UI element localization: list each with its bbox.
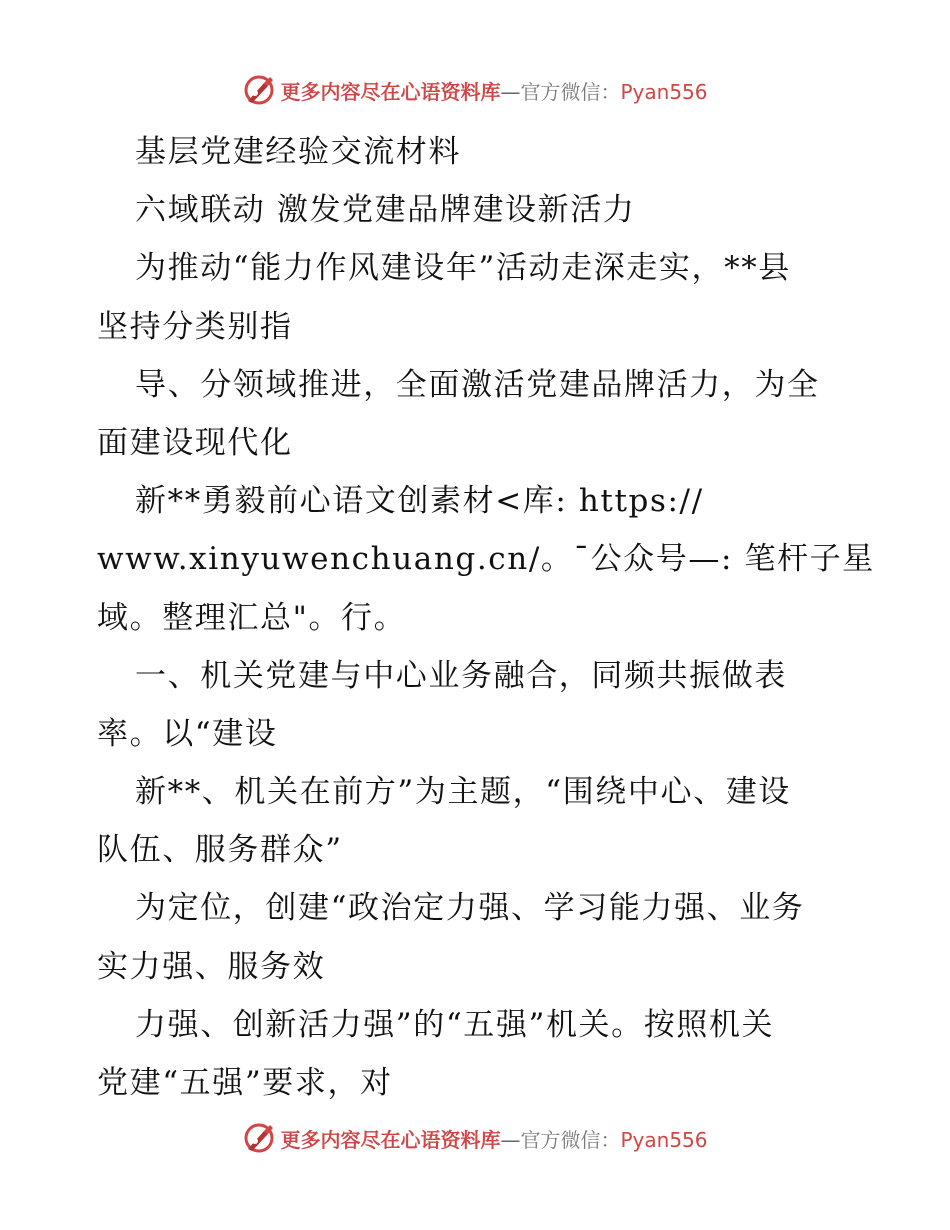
watermark-site-text: 更多内容尽在心语资料库	[280, 79, 501, 104]
doc-line: 新**、机关在前方”为主题，“围绕中心、建设	[135, 774, 791, 811]
doc-line: 面建设现代化	[97, 424, 293, 461]
doc-line: 导、分领域推进，全面激活党建品牌活力，为全	[135, 366, 820, 403]
doc-line: 力强、创新活力强”的“五强”机关。按照机关	[135, 1006, 775, 1043]
footer-watermark	[0, 1118, 950, 1158]
doc-line: 坚持分类别指	[97, 308, 293, 345]
watermark-wechat-id: Pyan556	[620, 1127, 708, 1152]
watermark-separator: —	[500, 79, 521, 104]
watermark-separator: —	[500, 1127, 521, 1152]
doc-line: 党建“五强”要求，对	[97, 1065, 393, 1101]
watermark-site-text: 更多内容尽在心语资料库	[280, 1127, 501, 1152]
doc-subtitle: 六域联动 激发党建品牌建设新活力	[135, 192, 636, 229]
document-body	[97, 123, 875, 1112]
brush-logo-icon	[242, 73, 276, 107]
doc-title: 基层党建经验交流材料	[135, 134, 461, 170]
doc-line: 新**勇毅前心语文创素材<库: https://	[135, 483, 704, 520]
doc-line: 域。整理汇总"。行。	[97, 599, 407, 636]
watermark-wechat-label: 官方微信：	[520, 79, 621, 104]
doc-line: 一、机关党建与中心业务融合，同频共振做表	[135, 657, 787, 694]
brush-logo-icon	[242, 1121, 276, 1155]
doc-line: 为推动“能力作风建设年”活动走深走实，**县	[135, 250, 791, 287]
doc-line: www.xinyuwenchuang.cn/。¯公众号—: 笔杆子星	[97, 541, 875, 578]
header-watermark	[0, 70, 950, 110]
doc-line: 队伍、服务群众”	[97, 832, 343, 869]
watermark-wechat-id: Pyan556	[620, 79, 708, 104]
doc-line: 为定位，创建“政治定力强、学习能力强、业务	[135, 890, 805, 927]
doc-line: 率。以“建设	[97, 715, 278, 752]
watermark-wechat-label: 官方微信：	[520, 1127, 621, 1152]
doc-line: 实力强、服务效	[97, 948, 326, 985]
